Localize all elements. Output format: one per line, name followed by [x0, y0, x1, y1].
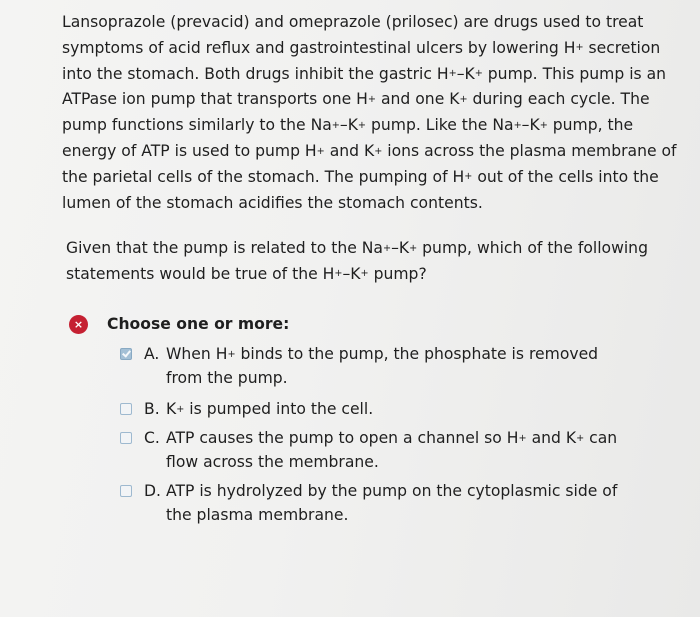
text-segment: from the pump. — [166, 368, 288, 387]
text-segment: and K — [526, 429, 577, 447]
superscript: + — [464, 171, 473, 183]
question-line — [66, 262, 666, 288]
text-segment: energy of ATP is used to pump H — [62, 141, 317, 160]
text-segment: ions across the plasma membrane of — [382, 141, 677, 160]
option-letter: C. — [144, 429, 160, 447]
text-segment: pump. This pump is an — [482, 64, 667, 83]
superscript: + — [576, 432, 585, 444]
superscript: + — [513, 119, 522, 131]
option-text — [144, 343, 644, 390]
passage-line — [62, 113, 662, 139]
text-segment: is pumped into the cell. — [184, 400, 374, 418]
text-segment: ATP causes the pump to open a channel so H — [166, 429, 519, 447]
text-segment: flow across the membrane. — [166, 452, 379, 471]
incorrect-icon: × — [69, 315, 88, 334]
text-segment: –K — [456, 64, 475, 83]
option-text — [144, 427, 644, 474]
option-line — [144, 480, 644, 504]
question-stem — [66, 236, 666, 288]
option-line — [144, 504, 644, 528]
text-segment: pump. Like the Na — [366, 116, 514, 135]
text-segment: When H — [166, 345, 228, 363]
option-checkbox[interactable] — [120, 485, 132, 497]
text-segment: the parietal cells of the stomach. The pumping of H — [62, 167, 465, 186]
text-segment: pump? — [368, 264, 427, 283]
passage-line — [62, 191, 662, 217]
text-segment: binds to the pump, the phosphate is removed — [235, 345, 599, 363]
superscript: + — [374, 145, 383, 157]
superscript: + — [382, 242, 392, 254]
superscript: + — [227, 348, 236, 360]
superscript: + — [316, 145, 325, 157]
text-segment: can — [584, 429, 618, 447]
text-segment: during each cycle. The — [467, 90, 650, 109]
text-segment: secretion — [583, 38, 661, 57]
superscript: + — [331, 119, 340, 131]
superscript: + — [575, 42, 584, 54]
option-letter: A. — [144, 345, 160, 363]
option-checkbox[interactable] — [120, 348, 132, 360]
option-text — [144, 398, 644, 422]
text-segment: –K — [339, 116, 358, 135]
option-checkbox[interactable] — [120, 432, 132, 444]
superscript: + — [518, 432, 527, 444]
text-segment: Lansoprazole (prevacid) and omeprazole (prilosec) are drugs used to treat — [62, 13, 644, 31]
text-segment: –K — [342, 264, 361, 283]
text-segment: –K — [521, 116, 540, 135]
passage-line — [62, 62, 667, 88]
option-letter: D. — [144, 482, 161, 500]
choose-prompt: Choose one or more: — [107, 315, 290, 333]
passage-line — [62, 139, 677, 165]
option-checkbox[interactable] — [120, 403, 132, 415]
superscript: + — [474, 68, 483, 80]
superscript: + — [539, 119, 548, 131]
superscript: + — [448, 68, 457, 80]
text-segment: out of the cells into the — [472, 167, 659, 186]
option-line — [144, 398, 644, 422]
text-segment: pump functions similarly to the Na — [62, 116, 332, 135]
option-line — [144, 367, 644, 391]
text-segment: –K — [391, 239, 410, 257]
question-line — [66, 236, 666, 262]
text-segment: ATP is hydrolyzed by the pump on the cytoplasmic side of — [166, 482, 618, 500]
option-text — [144, 480, 644, 527]
superscript: + — [409, 242, 418, 254]
superscript: + — [334, 268, 343, 280]
text-segment: pump, which of the following — [417, 239, 648, 257]
option-line — [144, 451, 644, 475]
text-segment: symptoms of acid reflux and gastrointestinal ulcers by lowering H — [62, 38, 576, 57]
text-segment: statements would be true of the H — [66, 264, 335, 283]
text-segment: ATPase ion pump that transports one H — [62, 90, 368, 109]
passage-line — [62, 10, 662, 36]
text-segment: and one K — [376, 90, 460, 109]
text-segment: and K — [324, 141, 375, 160]
passage-line — [62, 165, 662, 191]
text-segment: into the stomach. Both drugs inhibit the gastric H — [62, 64, 449, 83]
superscript: + — [459, 93, 468, 105]
passage-line — [62, 87, 662, 113]
option-letter: B. — [144, 400, 160, 418]
text-segment: lumen of the stomach acidifies the stomach contents. — [62, 193, 483, 212]
superscript: + — [360, 268, 369, 280]
option-line — [144, 343, 644, 367]
text-segment: the plasma membrane. — [166, 505, 349, 524]
question-passage — [62, 10, 677, 216]
text-segment: K — [166, 400, 177, 418]
text-segment: Given that the pump is related to the Na — [66, 239, 383, 257]
superscript: + — [176, 403, 185, 415]
text-segment: pump, the — [547, 116, 634, 135]
option-line — [144, 427, 644, 451]
superscript: + — [357, 119, 367, 131]
superscript: + — [367, 93, 377, 105]
passage-line — [62, 36, 662, 62]
